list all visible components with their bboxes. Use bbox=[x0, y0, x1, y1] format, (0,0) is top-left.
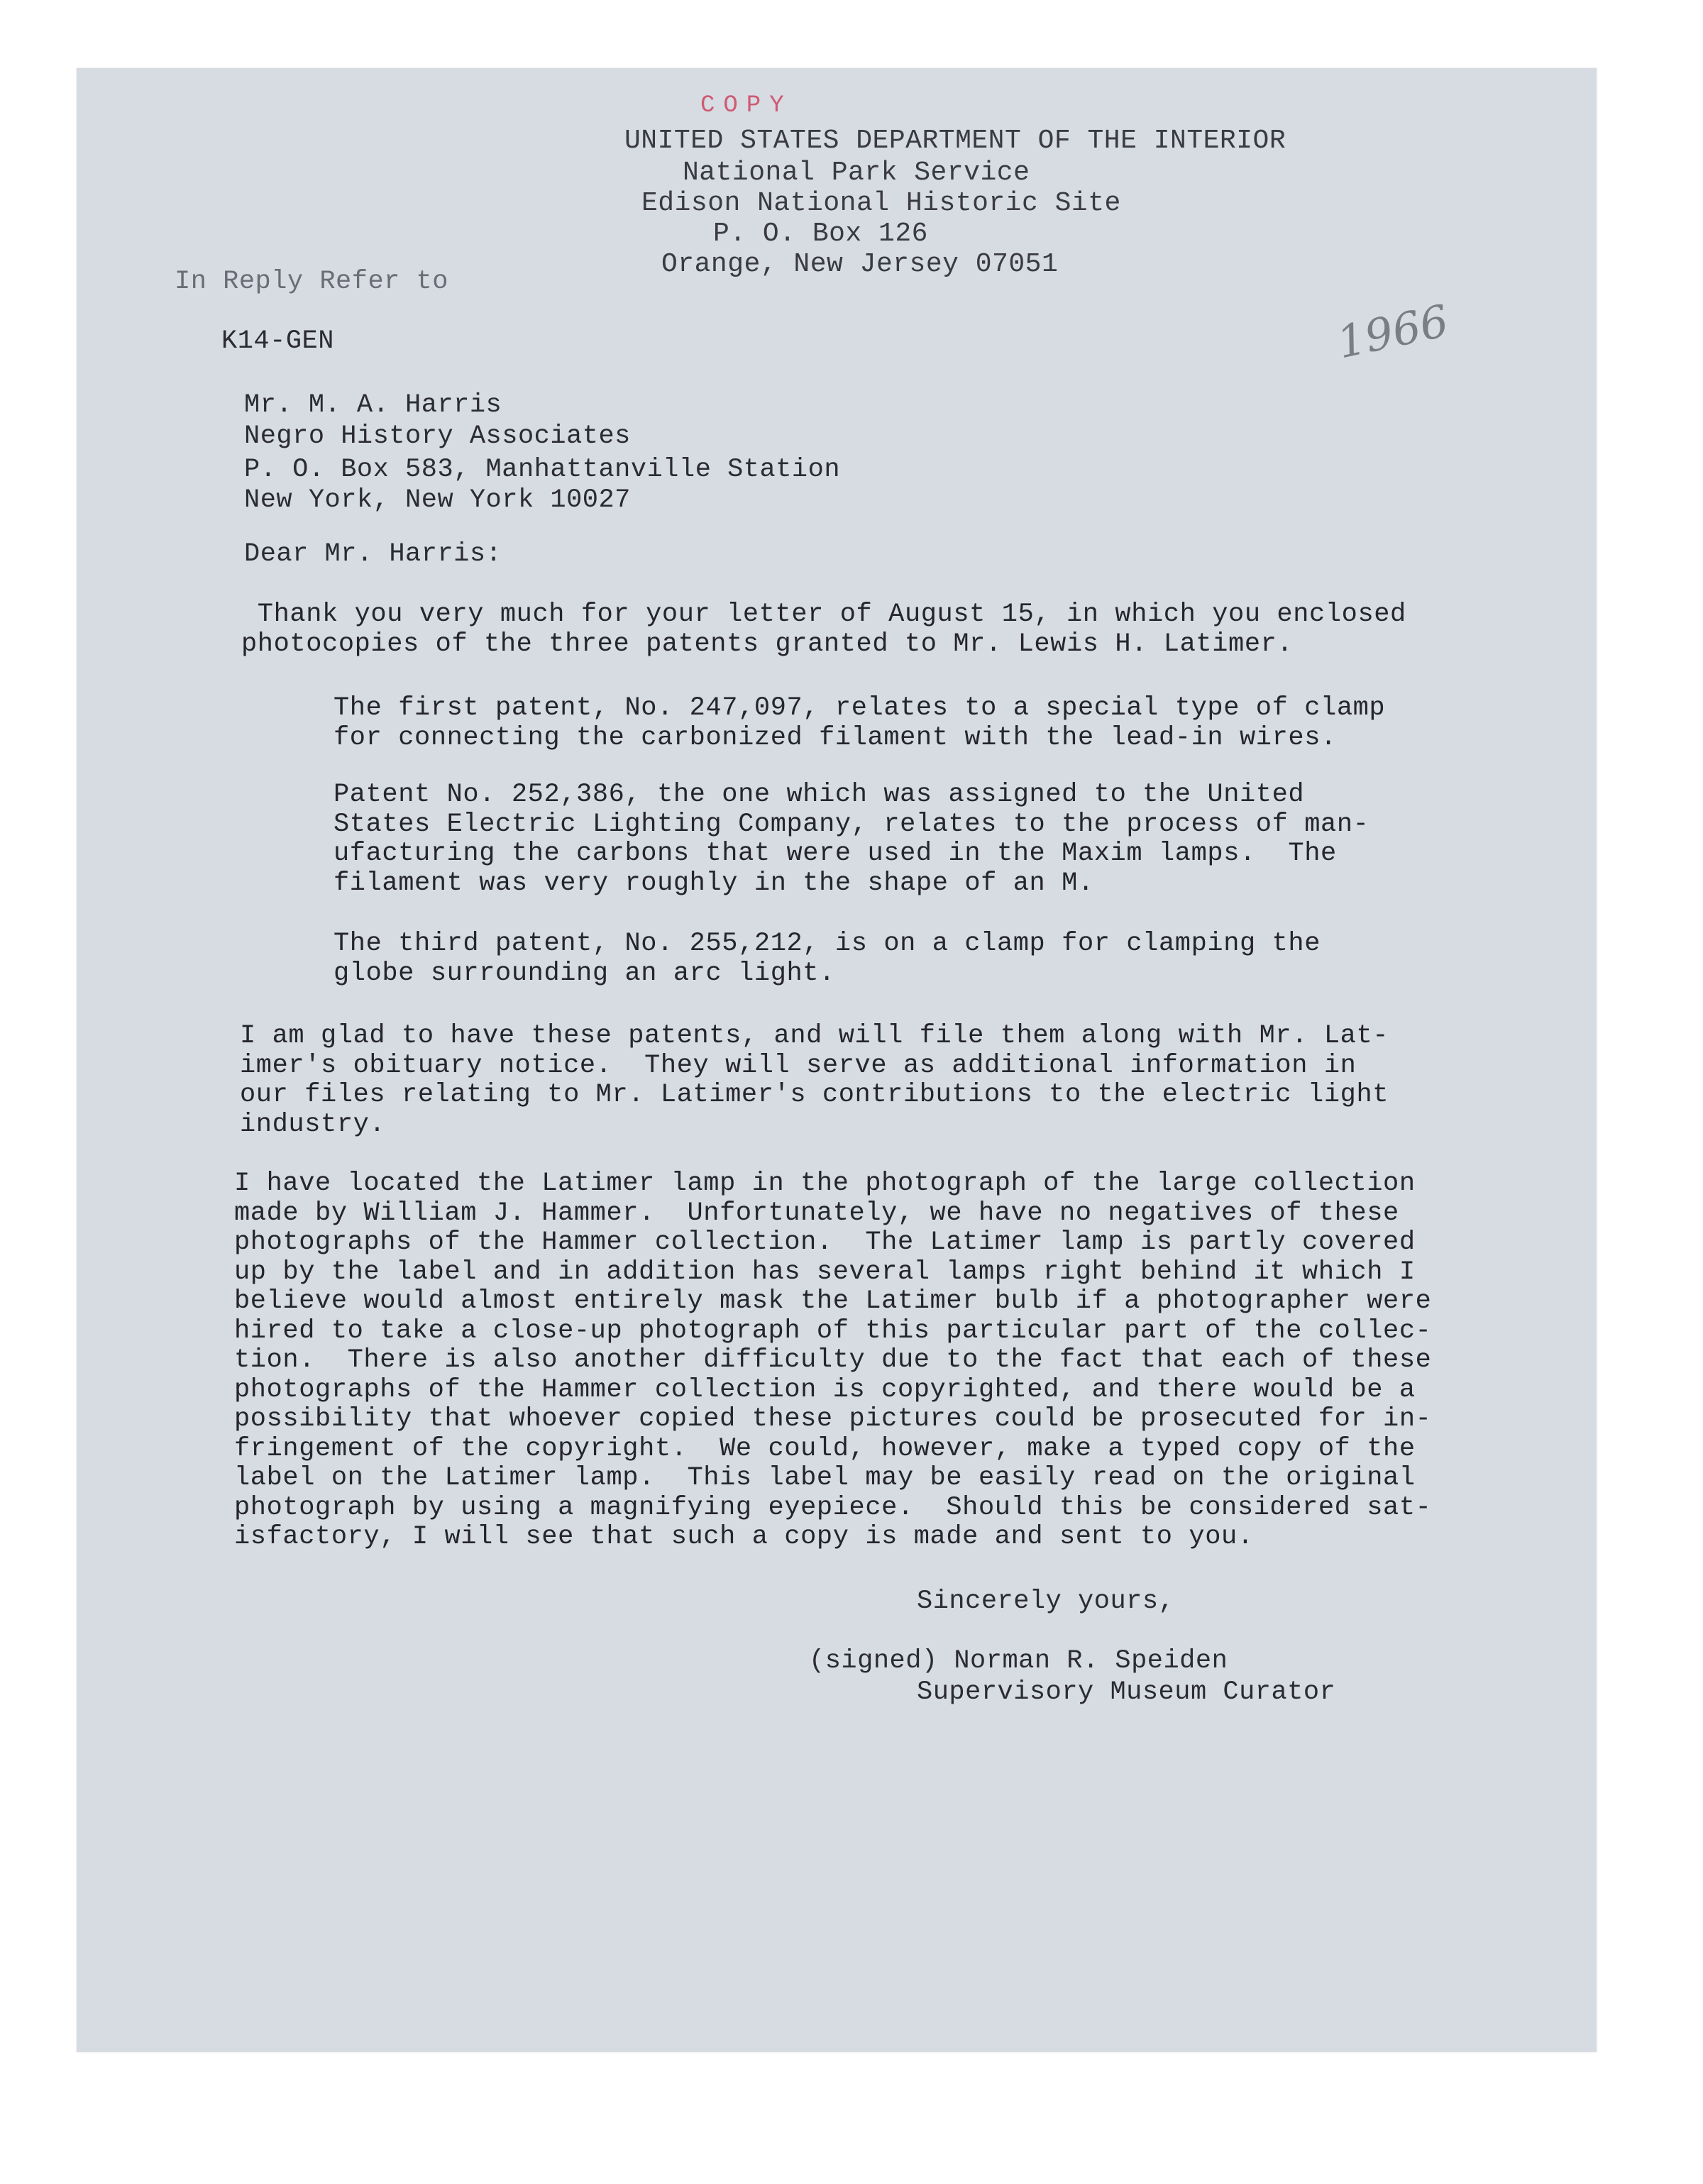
paragraph-thanks: Thank you very much for your letter of August 15, in which you enclosed photocopies of the three patents granted to Mr. Lewis H. Latimer. bbox=[241, 600, 1406, 659]
signature: (signed) Norman R. Speiden bbox=[809, 1646, 1228, 1676]
handwritten-year: 1966 bbox=[1333, 294, 1453, 369]
copy-stamp: COPY bbox=[700, 92, 793, 119]
file-code: K14-GEN bbox=[221, 326, 334, 356]
letterhead-service: National Park Service bbox=[683, 158, 1030, 188]
recipient-org: Negro History Associates bbox=[244, 421, 631, 451]
letterhead-agency: UNITED STATES DEPARTMENT OF THE INTERIOR bbox=[624, 126, 1286, 156]
signer-title: Supervisory Museum Curator bbox=[917, 1677, 1336, 1707]
closing: Sincerely yours, bbox=[917, 1587, 1175, 1616]
recipient-name: Mr. M. A. Harris bbox=[244, 390, 502, 420]
reply-refer-label: In Reply Refer to bbox=[175, 267, 448, 297]
letterhead-box: P. O. Box 126 bbox=[713, 219, 928, 249]
letterhead-site: Edison National Historic Site bbox=[641, 188, 1121, 219]
letterhead-city: Orange, New Jersey 07051 bbox=[661, 249, 1059, 280]
recipient-city: New York, New York 10027 bbox=[244, 485, 631, 515]
recipient-address: P. O. Box 583, Manhattanville Station bbox=[244, 455, 841, 485]
paragraph-second-patent: Patent No. 252,386, the one which was assigned to the United States Electric Lighting Company, relates to the process of man- ufacturing the carbons that were used in the Maxim lamps. The filament was very roughly in the shape of an M. bbox=[334, 780, 1369, 898]
paragraph-first-patent: The first patent, No. 247,097, relates to a special type of clamp for connecting the carbonized filament with the lead-in wires. bbox=[334, 693, 1386, 753]
paragraph-third-patent: The third patent, No. 255,212, is on a clamp for clamping the globe surrounding an arc light. bbox=[334, 929, 1321, 988]
paragraph-filing: I am glad to have these patents, and will file them along with Mr. Lat- imer's obituary notice. They will serve as additional information in our files relating to Mr. Latimer's contributions to the electric light industry. bbox=[240, 1021, 1389, 1140]
paragraph-latimer-lamp: I have located the Latimer lamp in the photograph of the large collection made by William J. Hammer. Unfortunately, we have no negatives of these photographs of the Hammer collection. The Latimer lamp is partly covered up by the label and in addition has several lamps right behind it which I believe would almost entirely mask the Latimer bulb if a photographer were hired to take a close-up photograph of this particular part of the collec- tion. There is also another difficulty due to the fact that each of these photographs of the Hammer collection is copyrighted, and there would be a possibility that whoever copied these pictures could be prosecuted for in- fringement of the copyright. We could, however, make a typed copy of the label on the Latimer lamp. This label may be easily read on the original photograph by using a magnifying eyepiece. Should this be considered sat- isfactory, I will see that such a copy is made and sent to you. bbox=[234, 1169, 1432, 1552]
salutation: Dear Mr. Harris: bbox=[244, 539, 502, 569]
